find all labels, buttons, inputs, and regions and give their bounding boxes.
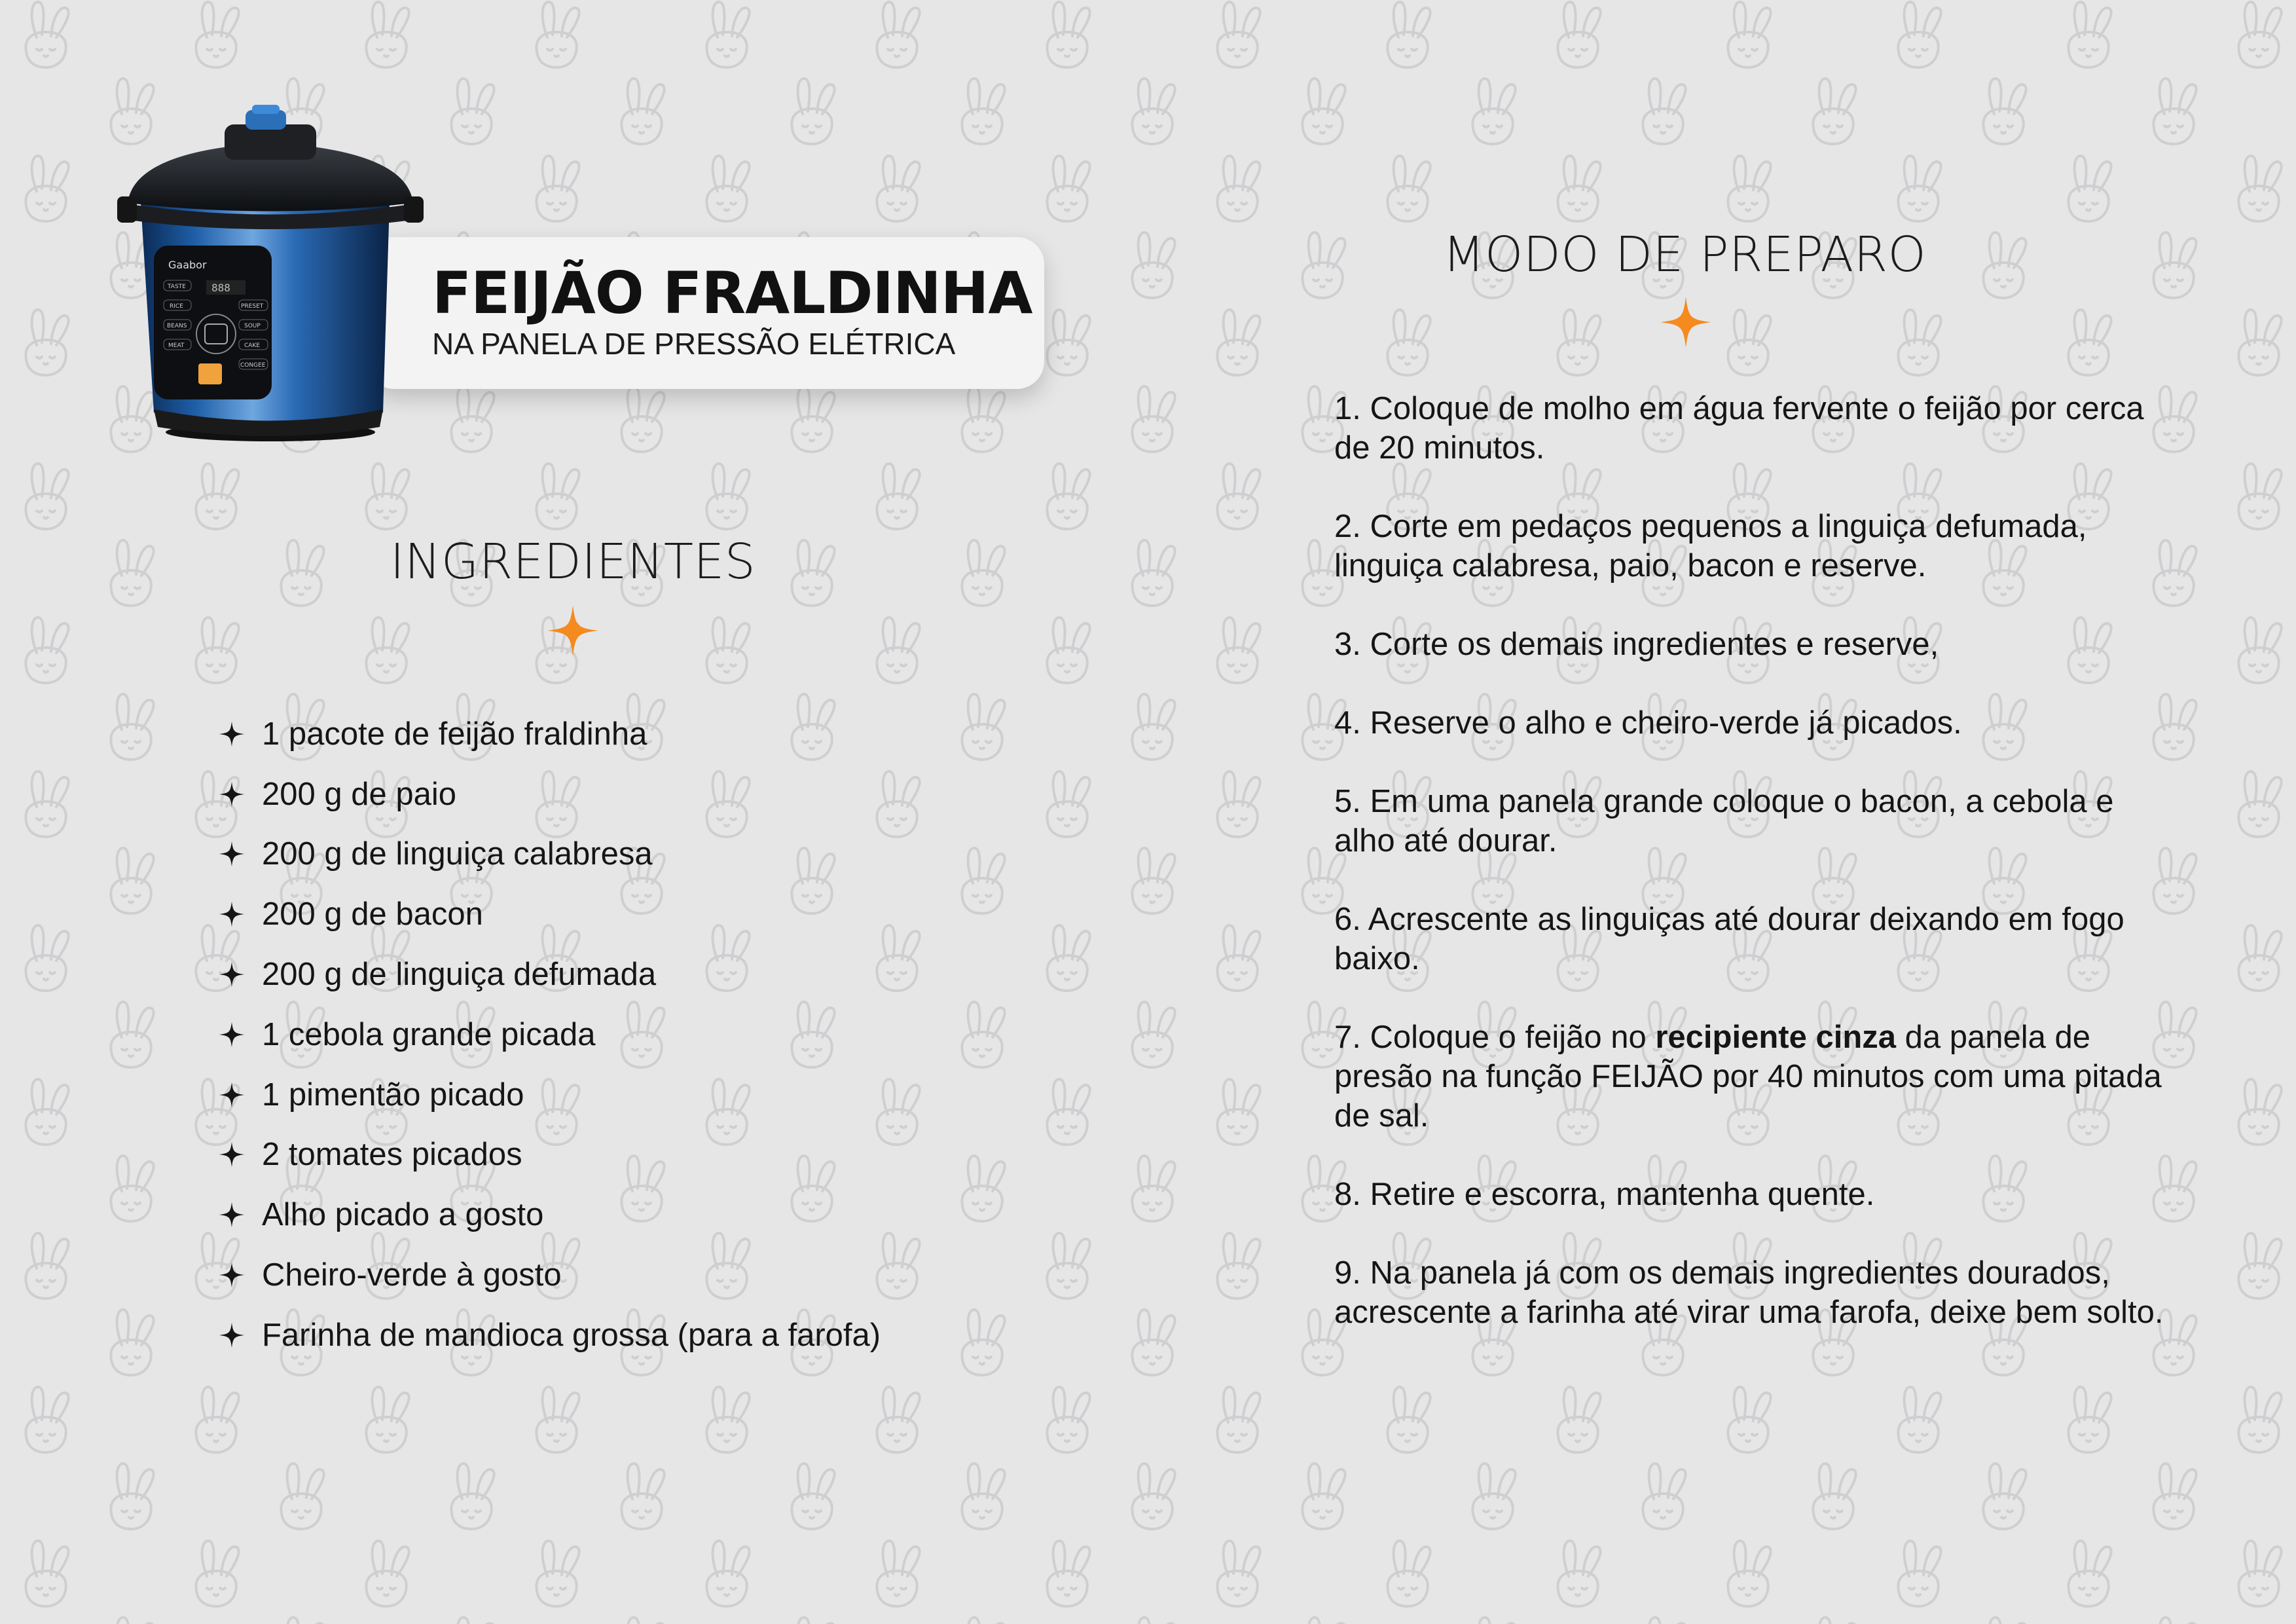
preparation-star-icon xyxy=(1658,295,1713,350)
ingredient-label: 200 g de bacon xyxy=(262,896,483,932)
ingredient-item xyxy=(216,884,881,944)
four-point-star-icon xyxy=(216,779,247,810)
ingredient-item xyxy=(216,944,881,1005)
recipe-subtitle: NA PANELA DE PRESSÃO ELÉTRICA xyxy=(432,327,956,361)
preparation-heading: MODO DE PREPARO xyxy=(1442,227,1927,283)
ingredient-label: 200 g de linguiça defumada xyxy=(262,957,657,993)
ingredient-item xyxy=(216,764,881,824)
step-text: da panela de presão na função FEIJÃO por 40 minutos com uma pitada de sal. xyxy=(1334,1020,2162,1134)
cooker-button-cake: CAKE xyxy=(244,342,261,349)
preparation-step xyxy=(1334,1018,2172,1135)
ingredients-list xyxy=(216,704,881,1365)
cooker-button-congee: CONGEE xyxy=(240,362,266,369)
cooker-display: 888 xyxy=(211,282,230,294)
ingredient-item xyxy=(216,824,881,885)
pressure-cooker-image xyxy=(115,105,429,445)
four-point-star-icon xyxy=(216,1199,247,1230)
four-point-star-icon xyxy=(216,718,247,750)
ingredient-item xyxy=(216,704,881,764)
cooker-button-meat: MEAT xyxy=(168,342,185,349)
four-point-star-icon xyxy=(216,1259,247,1291)
ingredient-item xyxy=(216,1185,881,1245)
title-card xyxy=(367,237,1044,389)
ingredients-star-icon xyxy=(545,603,600,658)
ingredient-label: 200 g de linguiça calabresa xyxy=(262,836,653,872)
cooker-button-beans: BEANS xyxy=(167,323,187,329)
ingredient-item xyxy=(216,1245,881,1305)
four-point-star-icon xyxy=(216,959,247,990)
ingredient-label: Farinha de mandioca grossa (para a farofa) xyxy=(262,1317,881,1353)
four-point-star-icon xyxy=(216,1320,247,1351)
ingredient-label: 1 cebola grande picada xyxy=(262,1016,596,1052)
preparation-step: 8. Retire e escorra, mantenha quente. xyxy=(1334,1177,1875,1212)
four-point-star-icon xyxy=(216,1019,247,1050)
cooker-button-rice: RICE xyxy=(170,303,183,310)
step-text: 7. Coloque o feijão no xyxy=(1334,1020,1656,1055)
ingredient-item xyxy=(216,1005,881,1065)
preparation-step: 4. Reserve o alho e cheiro-verde já picados. xyxy=(1334,705,1962,741)
four-point-star-icon xyxy=(216,1079,247,1111)
preparation-step: 3. Corte os demais ingredientes e reserve, xyxy=(1334,627,1939,662)
preparation-steps xyxy=(1334,389,2172,1371)
four-point-star-icon xyxy=(216,898,247,930)
cooker-button-soup: SOUP xyxy=(244,323,261,329)
recipe-title: FEIJÃO FRALDINHA xyxy=(432,259,1032,327)
ingredient-label: Cheiro-verde à gosto xyxy=(262,1257,562,1293)
ingredient-label: Alho picado a gosto xyxy=(262,1197,544,1233)
ingredient-item xyxy=(216,1305,881,1365)
four-point-star-icon xyxy=(216,1139,247,1170)
cooker-brand-label: Gaabor xyxy=(168,259,207,271)
four-point-star-icon xyxy=(216,838,247,870)
ingredients-heading: INGREDIENTES xyxy=(390,534,756,590)
ingredient-label: 2 tomates picados xyxy=(262,1137,522,1173)
step-emphasis: recipiente cinza xyxy=(1655,1020,1897,1055)
ingredient-label: 1 pacote de feijão fraldinha xyxy=(262,716,647,752)
ingredient-label: 200 g de paio xyxy=(262,776,456,812)
preparation-step: 5. Em uma panela grande coloque o bacon, a cebola e alho até dourar. xyxy=(1334,784,2114,858)
preparation-step: 6. Acrescente as linguiças até dourar deixando em fogo baixo. xyxy=(1334,902,2124,976)
preparation-step: 2. Corte em pedaços pequenos a linguiça defumada, linguiça calabresa, paio, bacon e reserve. xyxy=(1334,509,2087,583)
preparation-step: 1. Coloque de molho em água fervente o feijão por cerca de 20 minutos. xyxy=(1334,391,2144,466)
ingredient-label: 1 pimentão picado xyxy=(262,1077,524,1113)
ingredient-item xyxy=(216,1065,881,1125)
cooker-button-taste: TASTE xyxy=(168,284,186,290)
preparation-step: 9. Na panela já com os demais ingredientes dourados, acrescente a farinha até virar uma farofa, deixe bem solto. xyxy=(1334,1255,2164,1330)
cooker-button-preset: PRESET xyxy=(241,303,264,310)
ingredient-item xyxy=(216,1125,881,1185)
